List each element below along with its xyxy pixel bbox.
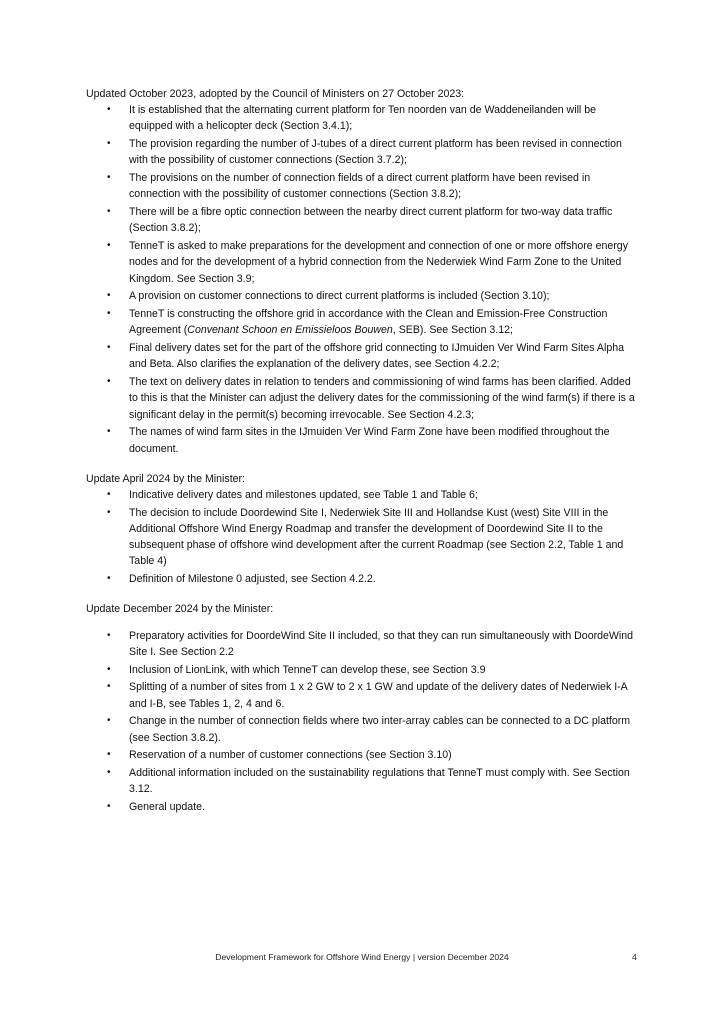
bullet-icon: •: [107, 206, 111, 218]
bullet-icon: •: [107, 240, 111, 252]
list-item-text: It is established that the alternating current platform for Ten noorden van de Waddeneilanden will be equipped with a helicopter deck (Section 3.4.1);: [129, 104, 596, 133]
list-item-text: Reservation of a number of customer connections (see Section 3.10): [129, 749, 452, 762]
list-item: [86, 799, 638, 815]
list-item-text: , SEB). See Section 3.12;: [392, 324, 513, 337]
list-item-text: Additional information included on the sustainability regulations that TenneT must comply with. See Section 3.12.: [129, 767, 630, 796]
list-item: [86, 340, 638, 372]
bullet-icon: •: [107, 104, 111, 116]
list-item: [86, 204, 638, 236]
bullet-icon: •: [107, 290, 111, 302]
bullet-icon: •: [107, 573, 111, 585]
list-item-text: General update.: [129, 801, 205, 814]
bullet-icon: •: [107, 629, 111, 641]
page-number: 4: [632, 952, 637, 962]
document-body: [86, 86, 638, 829]
list-item-text: There will be a fibre optic connection between the nearby direct current platform for two-way data traffic (Section 3.8.2);: [129, 206, 613, 235]
bullet-icon: •: [107, 489, 111, 501]
bullet-icon: •: [107, 663, 111, 675]
bullet-list: [86, 628, 638, 816]
list-item-text: TenneT is asked to make preparations for the development and connection of one or more offshore energy nodes and for the development of a hybrid connection from the Nederwiek Wind Farm Zone to the United Kingdom. See Section 3.9;: [129, 240, 628, 285]
bullet-icon: •: [107, 138, 111, 150]
section-october-2023: [86, 86, 638, 457]
list-item: [86, 102, 638, 134]
agreement-dutch-title: Convenant Schoon en Emissieloos Bouwen: [187, 324, 393, 337]
list-item: [86, 679, 638, 711]
bullet-icon: •: [107, 767, 111, 779]
list-item-text: Splitting of a number of sites from 1 x 2 GW to 2 x 1 GW and update of the delivery dates of Nederwiek I-A and I-B, see Tables 1, 2, 4 and 6.: [129, 681, 628, 710]
list-item: [86, 288, 638, 304]
bullet-icon: •: [107, 506, 111, 518]
bullet-icon: •: [107, 715, 111, 727]
list-item: [86, 374, 638, 423]
bullet-icon: •: [107, 308, 111, 320]
list-item-text: The provision regarding the number of J-tubes of a direct current platform has been revised in connection with the possibility of customer connections (Section 3.7.2);: [129, 138, 622, 167]
footer-title: Development Framework for Offshore Wind Energy | version December 2024: [215, 952, 509, 962]
list-item-text: TenneT is constructing the offshore grid in accordance with the Clean and Emission-Free Construction Agreement (: [129, 308, 608, 337]
list-item-text: Final delivery dates set for the part of the offshore grid connecting to IJmuiden Ver Wind Farm Sites Alpha and Beta. Also clarifies the explanation of the delivery dates, see Section 4.2.2;: [129, 342, 625, 371]
list-item-text: The decision to include Doordewind Site I, Nederwiek Site III and Hollandse Kust (west) Site VIII in the Additional Offshore Wind Energy Roadmap and transfer the development of Doordewind Site II to the subsequent phase of offshore wind development after the current Roadmap (see Section 2.2, Table 1 and Table 4): [129, 506, 624, 568]
list-item-text: Indicative delivery dates and milestones updated, see Table 1 and Table 6;: [129, 489, 478, 502]
section-heading: Updated October 2023, adopted by the Council of Ministers on 27 October 2023:: [86, 88, 465, 100]
section-december-2024: [86, 601, 638, 815]
list-item-text: The text on delivery dates in relation to tenders and commissioning of wind farms has been clarified. Added to this is that the Minister can adjust the delivery dates for the commissioning of the wind farm(s) if there is a significant delay in the permit(s) becoming irrevocable. See Section 4.2.3;: [129, 376, 635, 421]
bullet-icon: •: [107, 749, 111, 761]
list-item: [86, 571, 638, 587]
list-item: [86, 713, 638, 745]
list-item: [86, 424, 638, 456]
bullet-icon: •: [107, 342, 111, 354]
list-item: [86, 136, 638, 168]
bullet-icon: •: [107, 801, 111, 813]
list-item: [86, 628, 638, 660]
bullet-icon: •: [107, 172, 111, 184]
list-item-text: Preparatory activities for DoordeWind Site II included, so that they can run simultaneously with DoordeWind Site I. See Section 2.2: [129, 629, 634, 658]
list-item: [86, 306, 638, 338]
bullet-list: [86, 102, 638, 457]
bullet-icon: •: [107, 376, 111, 388]
list-item-text: The names of wind farm sites in the IJmuiden Ver Wind Farm Zone have been modified throughout the document.: [129, 426, 610, 455]
list-item-text: The provisions on the number of connection fields of a direct current platform have been revised in connection with the possibility of customer connections (Section 3.8.2);: [129, 172, 591, 201]
list-item-text: A provision on customer connections to direct current platforms is included (Section 3.10);: [129, 290, 550, 303]
section-heading: Update April 2024 by the Minister:: [86, 472, 245, 485]
bullet-icon: •: [107, 426, 111, 438]
list-item: [86, 662, 638, 678]
list-item: [86, 505, 638, 570]
list-item-text: Change in the number of connection fields where two inter-array cables can be connected to a DC platform (see Section 3.8.2).: [129, 715, 631, 744]
list-item-text: Inclusion of LionLink, with which TenneT can develop these, see Section 3.9: [129, 663, 486, 676]
list-item: [86, 747, 638, 763]
section-heading: Update December 2024 by the Minister:: [86, 603, 274, 616]
bullet-list: [86, 487, 638, 587]
list-item: [86, 487, 638, 503]
list-item: [86, 238, 638, 287]
list-item: [86, 170, 638, 202]
list-item-text: Definition of Milestone 0 adjusted, see Section 4.2.2.: [129, 573, 376, 586]
list-item: [86, 765, 638, 797]
section-april-2024: [86, 471, 638, 588]
bullet-icon: •: [107, 681, 111, 693]
